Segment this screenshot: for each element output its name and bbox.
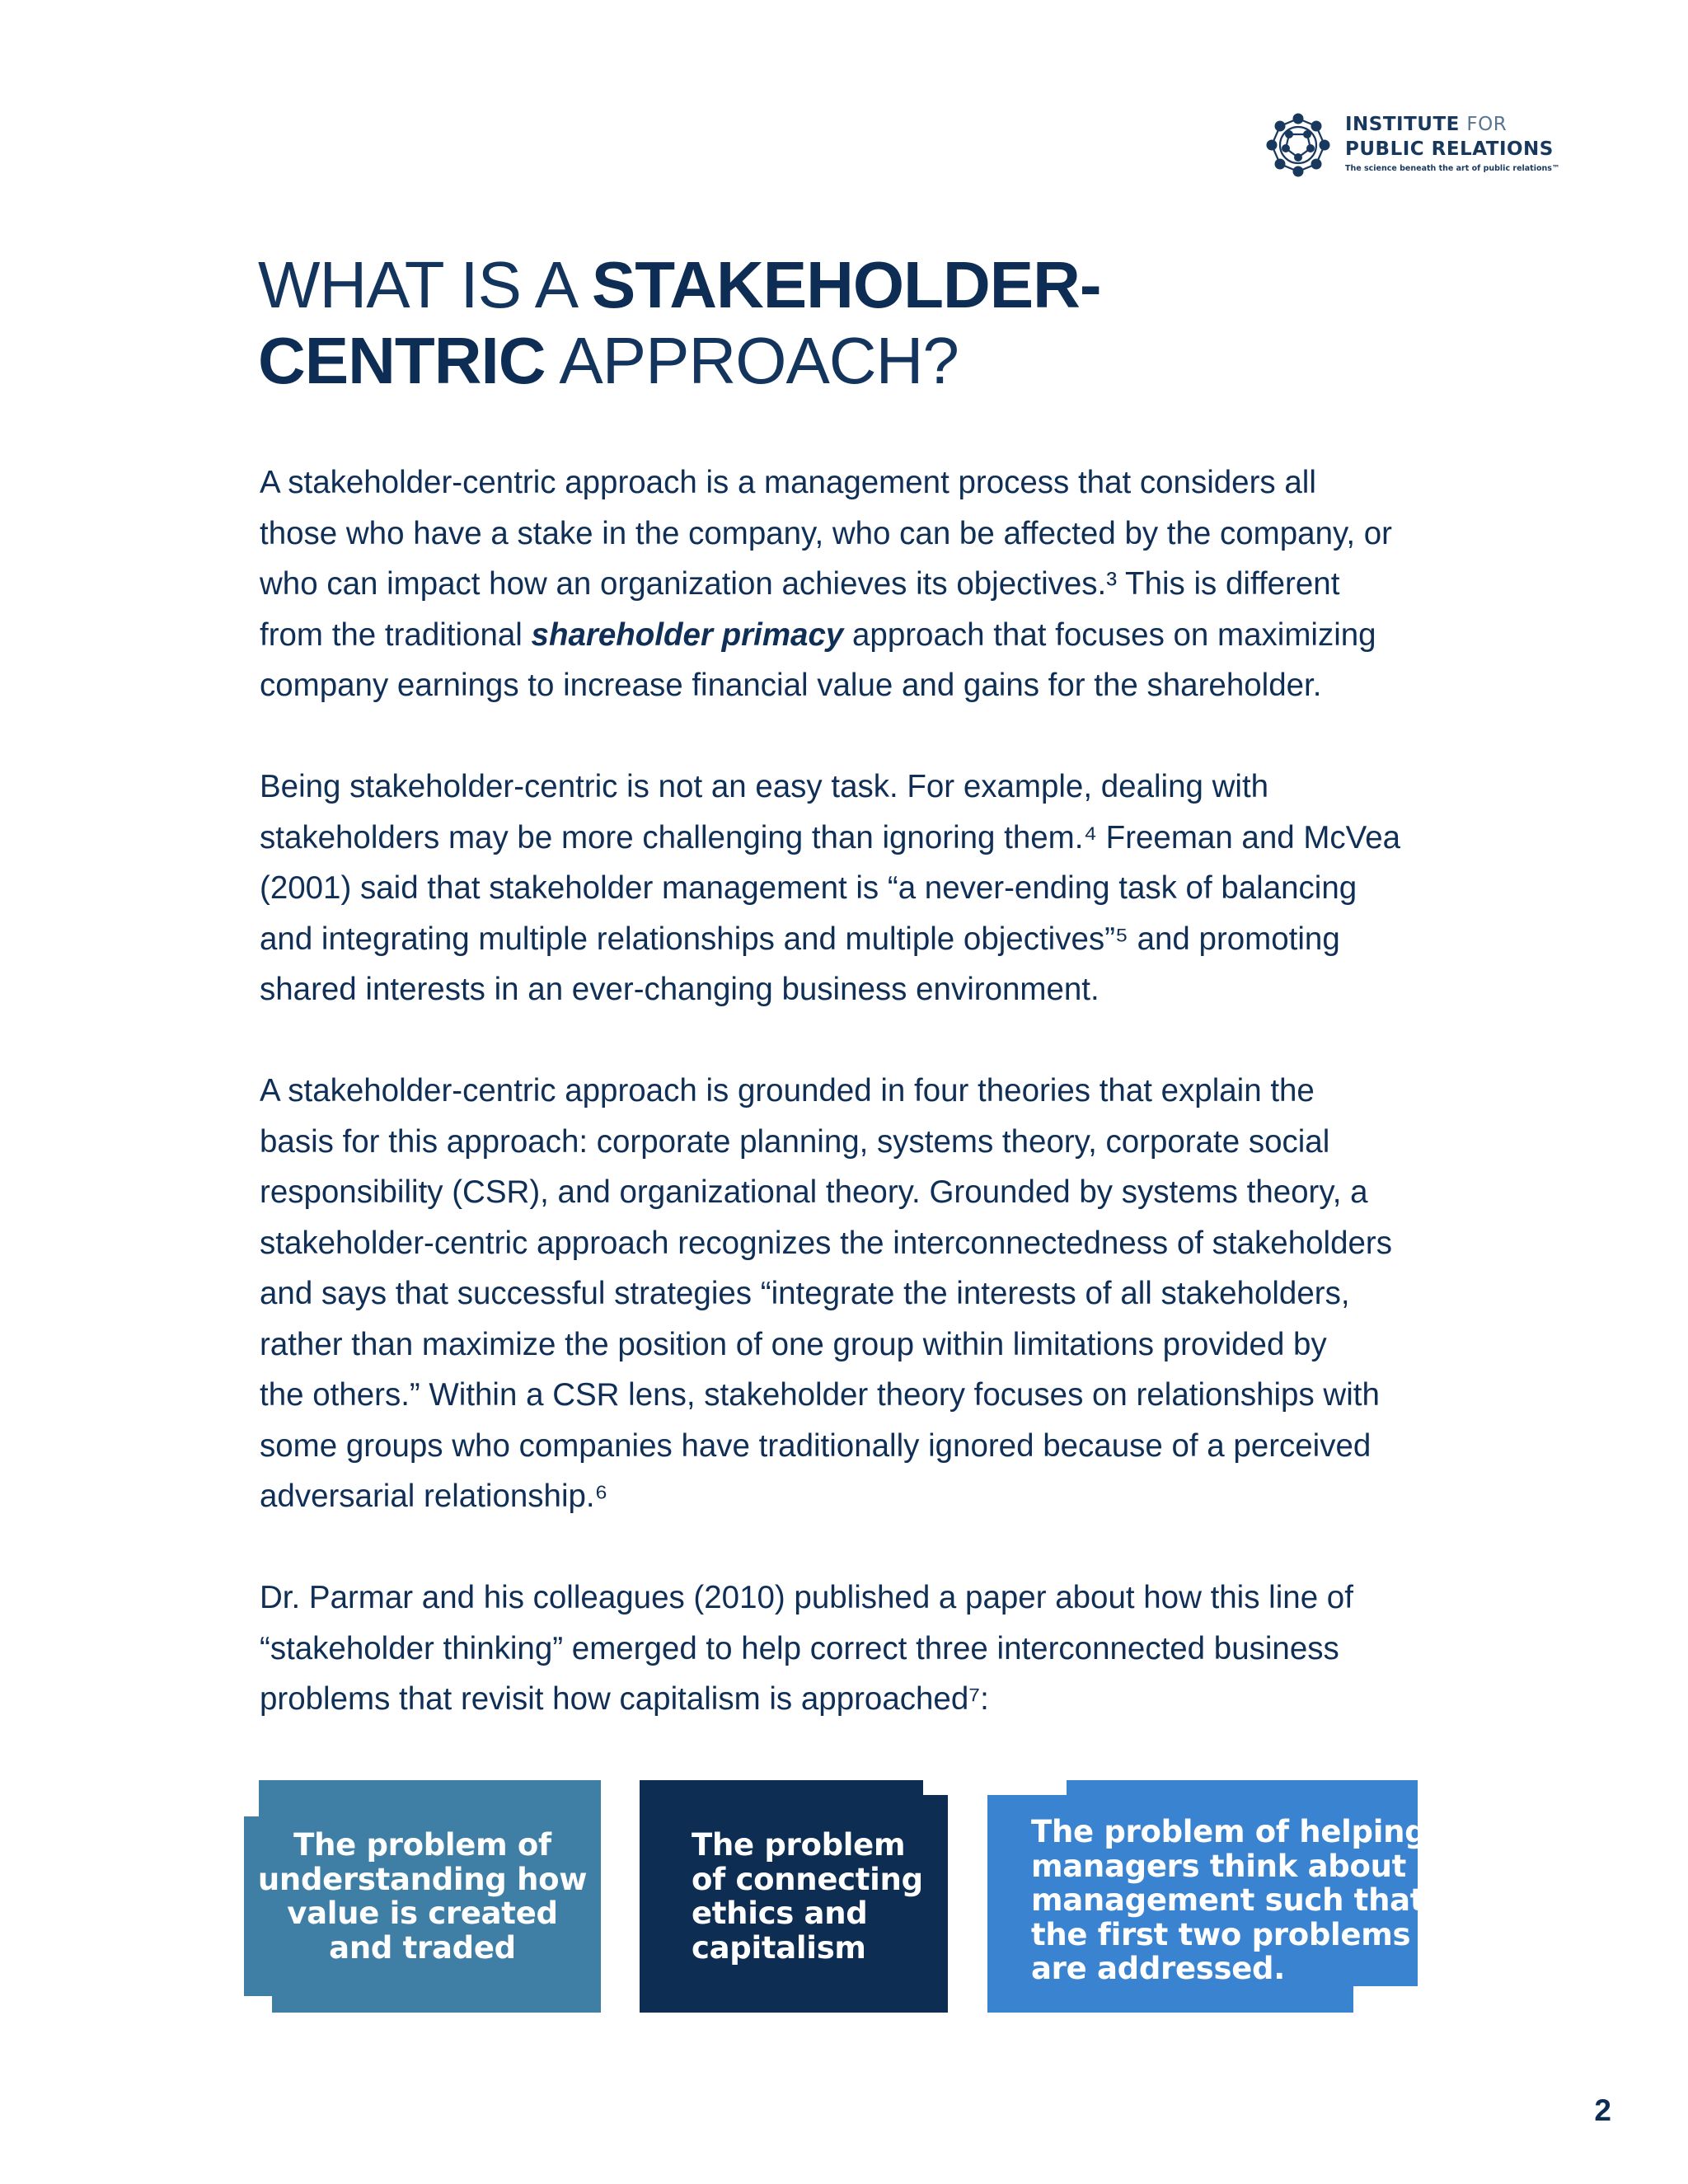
logo-line-1: INSTITUTE FOR (1345, 114, 1507, 135)
globe-logo-icon (1265, 112, 1331, 178)
paragraph-definition: A stakeholder-centric approach is a management process that considers all those who have a stake in the company, who can be affected by the company, or who can impact how an organization achieves its objectives.³ This is different from the traditional shareholder primacy approach that focuses on maximizing company earnings to increase financial value and gains for the shareholder. (260, 465, 1393, 703)
problem-text-ethics: The problem of connecting ethics and capitalism (692, 1827, 923, 1966)
emphasis-shareholder-primacy: shareholder primacy (531, 616, 844, 653)
logo-line-2: PUBLIC RELATIONS (1345, 138, 1554, 160)
problem-box-ethics (640, 1780, 948, 2013)
paragraph-challenge: Being stakeholder-centric is not an easy task. For example, dealing with stakeholders may be more challenging than ignoring them.⁴ Freeman and McVea (2001) said that stakeholder management is “a never-ending task of balancing and integrating multiple relationships and multiple objectives”⁵ and promoting shared interests in an ever-changing business environment. (260, 769, 1401, 1007)
body-text (260, 457, 1455, 1775)
problem-text-management: The problem of helping managers think about management such that the first two problems are addressed. (1031, 1814, 1427, 1986)
paragraph-theories: A stakeholder-centric approach is grounded in four theories that explain the basis for this approach: corporate planning, systems theory, corporate social responsibility (CSR), and organizational theory. Grounded by systems theory, a stakeholder-centric approach recognizes the interconnectedness of stakeholders and says that successful strategies “integrate the interests of all stakeholders, rather than maximize the position of one group within limitations provided by the others.” Within a CSR lens, stakeholder theory focuses on relationships with some groups who companies have traditionally ignored because of a perceived adversarial relationship.⁶ (260, 1073, 1392, 1514)
paragraph-parmar: Dr. Parmar and his colleagues (2010) published a paper about how this line of “stakeholder thinking” emerged to help correct three interconnected business problems that revisit how capitalism is approached⁷: (260, 1580, 1353, 1717)
problem-box-management (987, 1780, 1427, 2013)
page-title: WHAT IS A STAKEHOLDER- CENTRIC APPROACH? (258, 248, 1101, 397)
institute-logo (1265, 112, 1562, 178)
page-number: 2 (1594, 2093, 1611, 2127)
problem-text-value: The problem of understanding how value is created and traded (257, 1827, 588, 1966)
logo-tagline: The science beneath the art of public relations™ (1345, 164, 1560, 173)
logo-wordmark (1345, 112, 1559, 173)
problem-box-value (244, 1780, 601, 2013)
